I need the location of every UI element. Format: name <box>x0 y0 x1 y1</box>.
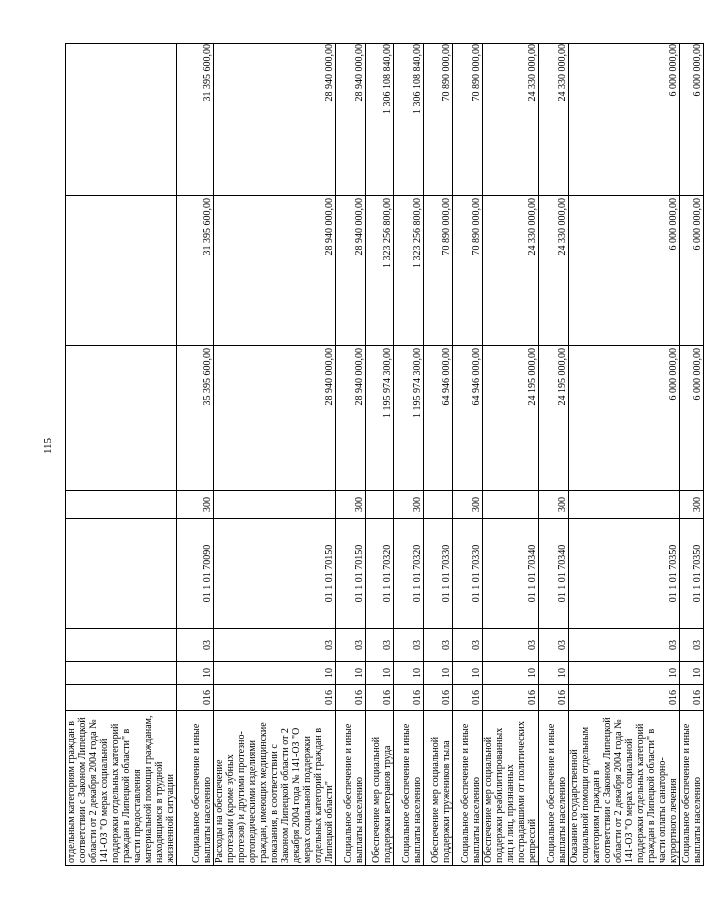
cell-sum3: 31 395 600,00 <box>177 44 214 196</box>
cell-ved: 016 <box>424 685 453 711</box>
cell-sum1: 24 195 000,00 <box>539 346 569 491</box>
cell-ved: 016 <box>453 685 483 711</box>
table-row <box>424 44 453 866</box>
cell-name: Оказание государственной социальной помощи отдельным категориям граждан в соответствии с Законом Липецкой области от 2 декабря 2004 года № 141-ОЗ "О мерах социальной поддержки отдельных категорий граждан в Липецкой области" в части оплаты санаторно-курортного лечения <box>569 711 680 866</box>
rotated-table-frame <box>65 44 703 866</box>
cell-sum1 <box>66 346 177 491</box>
cell-vr: 300 <box>394 491 424 519</box>
cell-sum1: 6 000 000,00 <box>569 346 680 491</box>
cell-sum3: 28 940 000,00 <box>214 44 336 196</box>
table-row <box>680 44 704 866</box>
cell-pr <box>66 629 177 662</box>
cell-ved: 016 <box>483 685 539 711</box>
cell-name: Обеспечение мер социальной поддержки тружеников тыла <box>424 711 453 866</box>
cell-vr: 300 <box>177 491 214 519</box>
cell-name: Социальное обеспечение и иные выплаты населению <box>539 711 569 866</box>
cell-sum2: 1 323 256 800,00 <box>366 196 394 346</box>
table-row <box>569 44 680 866</box>
cell-ved: 016 <box>214 685 336 711</box>
cell-sum3: 70 890 000,00 <box>453 44 483 196</box>
cell-sum3: 1 306 108 840,00 <box>394 44 424 196</box>
cell-csr <box>66 519 177 629</box>
cell-rz: 10 <box>539 662 569 685</box>
cell-vr: 300 <box>539 491 569 519</box>
cell-name: Обеспечение мер социальной поддержки реабилитированных лиц и лиц, признанных пострадавшими от политических репрессий <box>483 711 539 866</box>
cell-csr: 01 1 01 70150 <box>336 519 366 629</box>
cell-pr: 03 <box>680 629 704 662</box>
cell-vr <box>483 491 539 519</box>
cell-sum1: 1 195 974 300,00 <box>394 346 424 491</box>
cell-sum1: 28 940 000,00 <box>336 346 366 491</box>
cell-csr: 01 1 01 70350 <box>569 519 680 629</box>
cell-csr: 01 1 01 70090 <box>177 519 214 629</box>
cell-csr: 01 1 01 70330 <box>453 519 483 629</box>
cell-sum2: 6 000 000,00 <box>680 196 704 346</box>
cell-vr: 300 <box>336 491 366 519</box>
table-row <box>539 44 569 866</box>
cell-sum1: 35 395 600,00 <box>177 346 214 491</box>
cell-rz: 10 <box>394 662 424 685</box>
cell-name: Социальное обеспечение и иные выплаты населению <box>177 711 214 866</box>
budget-table <box>65 43 704 866</box>
cell-pr: 03 <box>336 629 366 662</box>
cell-ved: 016 <box>366 685 394 711</box>
table-row <box>214 44 336 866</box>
cell-vr <box>366 491 394 519</box>
cell-name: Социальное обеспечение и иные выплаты населению <box>680 711 704 866</box>
cell-pr: 03 <box>539 629 569 662</box>
cell-sum2 <box>66 196 177 346</box>
cell-sum1: 6 000 000,00 <box>680 346 704 491</box>
cell-sum2: 31 395 600,00 <box>177 196 214 346</box>
cell-rz: 10 <box>453 662 483 685</box>
cell-vr <box>569 491 680 519</box>
cell-csr: 01 1 01 70340 <box>539 519 569 629</box>
cell-sum1: 1 195 974 300,00 <box>366 346 394 491</box>
cell-name: Социальное обеспечение и иные выплаты населению <box>336 711 366 866</box>
cell-sum2: 70 890 000,00 <box>424 196 453 346</box>
cell-sum2: 28 940 000,00 <box>336 196 366 346</box>
cell-ved: 016 <box>680 685 704 711</box>
cell-sum1: 64 946 000,00 <box>424 346 453 491</box>
cell-csr: 01 1 01 70340 <box>483 519 539 629</box>
cell-rz: 10 <box>424 662 453 685</box>
cell-sum2: 70 890 000,00 <box>453 196 483 346</box>
cell-pr: 03 <box>569 629 680 662</box>
cell-csr: 01 1 01 70330 <box>424 519 453 629</box>
cell-vr <box>214 491 336 519</box>
cell-sum2: 6 000 000,00 <box>569 196 680 346</box>
cell-sum3: 6 000 000,00 <box>680 44 704 196</box>
cell-ved: 016 <box>539 685 569 711</box>
cell-ved: 016 <box>336 685 366 711</box>
cell-sum2: 28 940 000,00 <box>214 196 336 346</box>
table-row <box>336 44 366 866</box>
page-number: 115 <box>42 437 54 455</box>
cell-rz: 10 <box>483 662 539 685</box>
cell-name: Расходы на обеспечение протезами (кроме зубных протезов) и другими протезно-ортопедическими изделиями граждан, имеющих медицинские показания, в соответствии с Законом Липецкой области от 2 декабря 2004 года № 141-ОЗ "О мерах социальной поддержки отдельных категорий граждан в Липецкой области" <box>214 711 336 866</box>
cell-rz: 10 <box>569 662 680 685</box>
cell-sum3: 24 330 000,00 <box>539 44 569 196</box>
cell-rz: 10 <box>336 662 366 685</box>
cell-rz: 10 <box>214 662 336 685</box>
cell-rz: 10 <box>680 662 704 685</box>
cell-pr: 03 <box>177 629 214 662</box>
cell-pr: 03 <box>366 629 394 662</box>
table-row <box>177 44 214 866</box>
cell-pr: 03 <box>453 629 483 662</box>
table-row <box>366 44 394 866</box>
cell-rz: 10 <box>366 662 394 685</box>
cell-ved <box>66 685 177 711</box>
cell-rz <box>66 662 177 685</box>
cell-vr <box>66 491 177 519</box>
rotated-table-content <box>65 44 703 866</box>
cell-ved: 016 <box>394 685 424 711</box>
cell-vr <box>424 491 453 519</box>
cell-sum1: 64 946 000,00 <box>453 346 483 491</box>
cell-csr: 01 1 01 70150 <box>214 519 336 629</box>
table-row <box>483 44 539 866</box>
cell-pr: 03 <box>214 629 336 662</box>
cell-sum2: 24 330 000,00 <box>539 196 569 346</box>
cell-sum3: 24 330 000,00 <box>483 44 539 196</box>
cell-vr: 300 <box>680 491 704 519</box>
cell-rz: 10 <box>177 662 214 685</box>
table-row <box>453 44 483 866</box>
cell-vr: 300 <box>453 491 483 519</box>
cell-sum1: 28 940 000,00 <box>214 346 336 491</box>
cell-sum3 <box>66 44 177 196</box>
cell-pr: 03 <box>424 629 453 662</box>
table-row <box>66 44 177 866</box>
cell-ved: 016 <box>569 685 680 711</box>
cell-name: отдельным категориям граждан в соответствии с Законом Липецкой области от 2 декабря 2004 года № 141-ОЗ "О мерах социальной поддержки отдельных категорий граждан в Липецкой области" в части предоставления материальной помощи гражданам, находящимся в трудной жизненной ситуации <box>66 711 177 866</box>
cell-sum2: 1 323 256 800,00 <box>394 196 424 346</box>
cell-sum3: 70 890 000,00 <box>424 44 453 196</box>
cell-name: Обеспечение мер социальной поддержки ветеранов труда <box>366 711 394 866</box>
cell-pr: 03 <box>394 629 424 662</box>
cell-pr: 03 <box>483 629 539 662</box>
cell-sum1: 24 195 000,00 <box>483 346 539 491</box>
cell-ved: 016 <box>177 685 214 711</box>
cell-sum3: 28 940 000,00 <box>336 44 366 196</box>
cell-name: Социальное обеспечение и иные выплаты населению <box>453 711 483 866</box>
cell-csr: 01 1 01 70320 <box>394 519 424 629</box>
cell-sum3: 1 306 108 840,00 <box>366 44 394 196</box>
cell-csr: 01 1 01 70350 <box>680 519 704 629</box>
table-row <box>394 44 424 866</box>
cell-sum3: 6 000 000,00 <box>569 44 680 196</box>
cell-sum2: 24 330 000,00 <box>483 196 539 346</box>
cell-name: Социальное обеспечение и иные выплаты населению <box>394 711 424 866</box>
cell-csr: 01 1 01 70320 <box>366 519 394 629</box>
